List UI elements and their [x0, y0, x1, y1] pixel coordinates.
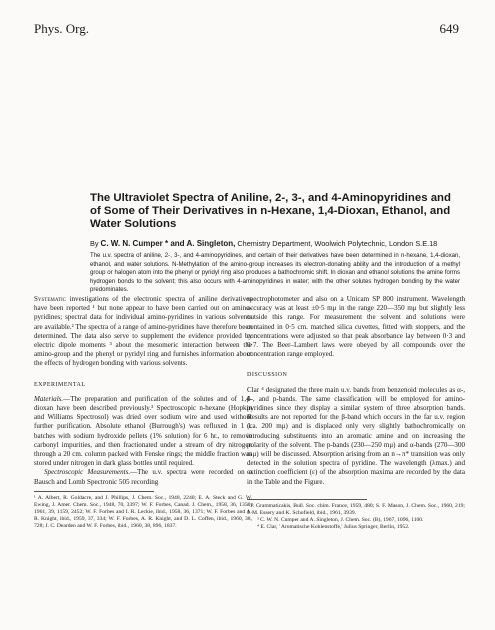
- footnote-1: ¹ A. Albert, R. Goldacre, and J. Phillips, J. Chem. Soc., 1948, 2240; E. A. Steck and G. W. Ewing, J. Amer. Chem. Soc., 1948, 70, 3397; W. F. Forbes, Canad. J. Chem., 1958, 36, 1350; 1961, 39, 1159, 2452; W. F. Forbes and I. R. Leckie, ibid., 1958, 36, 1371; W. F. Forbes and A. R. Knight, ibid., 1959, 37, 334; W. F. Forbes, A. R. Knight, and D. L. Coffen, ibid., 1960, 38, 728; J. C. Dearden and W. F. Forbes, ibid., 1960, 38, 896, 1837.: [34, 494, 252, 530]
- byline-prefix: By: [90, 239, 99, 248]
- journal-name: Phys. Org.: [34, 21, 90, 36]
- materials-text: —The preparation and purification of the solutes and of 1,4-dioxan have been described previously.³ Spectroscopic n-hexane (Hopkin and Williams Spectrosol) was dried over sodium wire and used without further purification. Absolute ethanol (Burrough's) was refluxed in 1 l. batches with sodium hydroxide pellets (1% solution) for 6 hr., to remove carbonyl impurities, and then fractionated under a stream of dry nitrogen through a 20 cm. column packed with Fenske rings; the middle fraction was stored under nitrogen in dark glass bottles until required.: [34, 394, 252, 468]
- methods-paragraph: spectrophotometer and also on a Unicam SP 800 instrument. Wavelength accuracy was at least ±0·5 mμ in the range 220—350 mμ but slightly less outside this range. For measurement the solvent and solutions were contained in 0·5 cm. matched silica cuvettes, fitted with stoppers, and the concentrations were adjusted so that peak absorbance lay between 0·3 and 0·7. The Beer–Lambert laws were obeyed by all compounds over the concentration range employed.: [247, 295, 465, 359]
- spectroscopic-paragraph: [34, 468, 252, 486]
- section-heading-experimental: EXPERIMENTAL: [34, 381, 86, 388]
- intro-paragraph: [34, 295, 252, 369]
- author-line: [90, 239, 470, 248]
- spectroscopic-heading: Spectroscopic Measurements.: [44, 468, 131, 477]
- footnote-2: ² P. Grammaticakis, Bull. Soc. chim. France, 1959, 480; S. F. Mason, J. Chem. Soc., 1960, 219; J. M. Essery and K. Schofield, ibid., 1961, 3939.: [247, 502, 465, 516]
- intro-text: investigations of the electronic spectra of aniline derivatives have been reported ¹ but none appear to have been carried out on amino-pyridines; spectral data for individual amino-pyridines in various solvents are available.² The spectra of a range of amino-pyridines have therefore been determined. The data also serve to supplement the evidence provided by electric dipole moments ³ about the mesomeric interaction between the amino-group and the phenyl or pyridyl ring and furnishes information about the effects of hydrogen bonding with various solvents.: [34, 295, 252, 368]
- materials-paragraph: [34, 395, 252, 469]
- abstract: The u.v. spectra of aniline, 2-, 3-, and 4-aminopyridines, and certain of their derivatives have been determined in n-hexane, 1,4-dioxan, ethanol, and water solutions. N-Methylation of the amino-group increases its electron-donating ability and the introduction of a methyl group or halogen atom into the phenyl or pyridyl ring also produces a bathochromic shift. In dioxan and ethanol solutions the amine forms hydrogen bonds to the solvent; this also occurs with 4-aminopyridines in water; with the other solutes hydrogen bonding by the water predominates.: [90, 253, 460, 293]
- right-column: [247, 295, 465, 531]
- discussion-paragraph: Clar ⁴ designated the three main u.v. bands from benzenoid molecules as α-, β-, and p-bands. The same classification will be employed for amino-pyridines since they display a similar system of three absorption bands. Results are not reported for the β-band which occurs in the far u.v. region (ca. 200 mμ) and is displaced only very slightly bathochromically on introducing substituents into an aromatic amine and on increasing the polarity of the solvent. The p-bands (230—250 mμ) and α-bands (270—300 mμ) will be discussed. Absorption arising from an n→π* transition was only detected in the solution spectra of pyridine. The wavelength (λmax.) and extinction coefficient (ε) of the absorption maxima are recorded by the data in the Table and the Figure.: [247, 385, 465, 486]
- footnote-rule: [247, 499, 367, 500]
- intro-lead: Systematic: [34, 295, 66, 303]
- left-column: [34, 295, 252, 530]
- spectroscopic-text: —The u.v. spectra were recorded on a Bausch and Lomb Spectronic 505 recording: [34, 468, 252, 486]
- footnote-3: ³ C. W. N. Cumper and A. Singleton, J. Chem. Soc. (B), 1967, 1096, 1100.: [257, 517, 424, 524]
- article-title: The Ultraviolet Spectra of Aniline, 2-, 3-, and 4-Aminopyridines and of Some of Their Derivatives in n-Hexane, 1,4-Dioxan, Ethanol, and Water Solutions: [90, 192, 451, 231]
- materials-heading: Materials.: [34, 394, 64, 403]
- section-heading-discussion: DISCUSSION: [247, 372, 288, 379]
- author-names: C. W. N. Cumper * and A. Singleton,: [100, 239, 236, 248]
- page-number: 649: [439, 21, 459, 36]
- footnote-rule: [34, 491, 154, 492]
- footnote-4: ⁴ E. Clar, ' Aromatische Kohlenstoffe,' Julius Springer, Berlin, 1952.: [257, 524, 410, 531]
- affiliation: Chemistry Department, Woolwich Polytechnic, London S.E.18: [237, 239, 438, 248]
